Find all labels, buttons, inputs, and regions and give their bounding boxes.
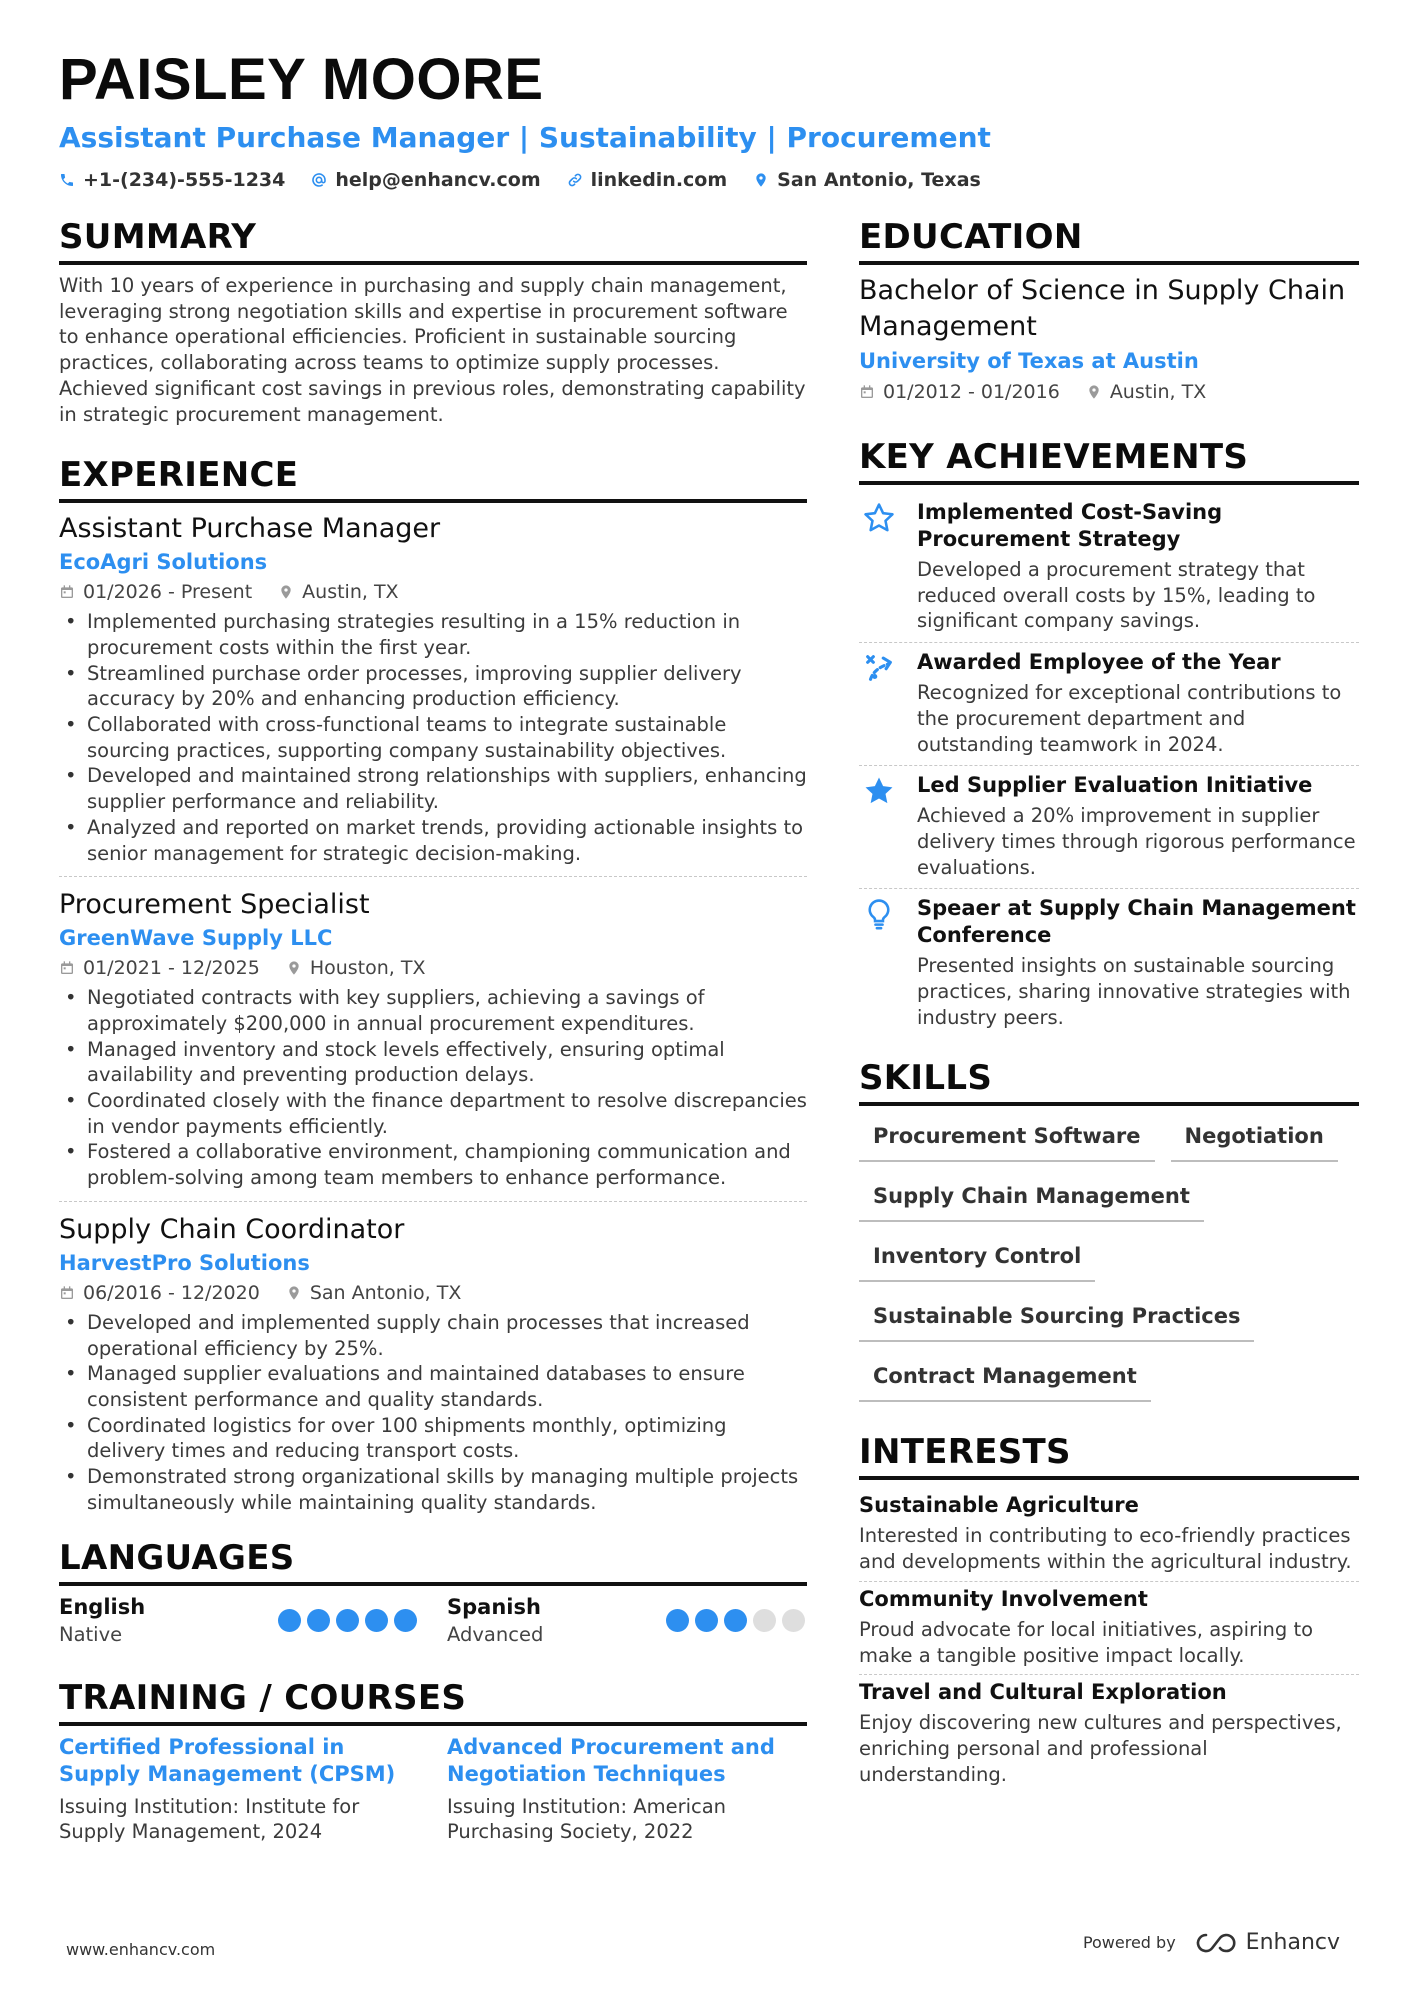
location-text: San Antonio, Texas <box>777 169 981 191</box>
experience-list <box>59 511 807 1525</box>
achievement-desc: Presented insights on sustainable sourcing practices, sharing innovative strategies with industry peers. <box>917 954 1351 1029</box>
phone-text: +1-(234)-555-1234 <box>83 169 286 191</box>
job-dates <box>59 1278 260 1308</box>
job-company: GreenWave Supply LLC <box>59 926 333 951</box>
language-rating <box>666 1609 805 1632</box>
job-bullets <box>59 609 807 866</box>
location-pin-icon <box>286 960 302 976</box>
rating-dot-filled <box>365 1609 388 1632</box>
interest-item <box>859 1582 1359 1675</box>
education-location-text: Austin, TX <box>1109 381 1207 403</box>
education-dates <box>859 377 1060 407</box>
course-item <box>447 1734 805 1845</box>
resume-header <box>59 44 1359 194</box>
rating-dot-empty <box>753 1609 776 1632</box>
interest-title: Community Involvement <box>859 1586 1148 1611</box>
achievement-desc: Achieved a 20% improvement in supplier delivery times through rigorous performance evaluations. <box>917 804 1356 879</box>
skill-tag: Negotiation <box>1171 1114 1338 1162</box>
job-location-text: Austin, TX <box>302 581 399 604</box>
interest-item <box>859 1488 1359 1581</box>
bullet-item: • Coordinated logistics for over 100 shipments monthly, optimizing delivery times and reducing transport costs. <box>59 1413 807 1464</box>
contact-bar <box>59 166 1359 194</box>
location-pin-icon <box>1086 384 1102 400</box>
at-icon <box>311 172 327 188</box>
job-location <box>286 1278 462 1308</box>
language-name: Spanish <box>447 1594 541 1619</box>
achievements-heading: KEY ACHIEVEMENTS <box>859 435 1359 485</box>
link-icon <box>567 172 583 188</box>
skill-tag: Sustainable Sourcing Practices <box>859 1294 1254 1342</box>
skills-list <box>859 1114 1359 1402</box>
bullet-item: • Analyzed and reported on market trends, providing actionable insights to senior management for strategic decision-making. <box>59 815 807 866</box>
job-dates <box>59 577 252 607</box>
language-item <box>447 1594 805 1648</box>
phone-icon <box>59 172 75 188</box>
job-role: Supply Chain Coordinator <box>59 1213 405 1245</box>
bullet-item: • Fostered a collaborative environment, championing communication and problem-solving among team members to enhance performance. <box>59 1139 807 1190</box>
course-desc: Issuing Institution: Institute for Supply Management, 2024 <box>59 1794 360 1844</box>
bullet-item: • Collaborated with cross-functional teams to integrate sustainable sourcing practices, supporting company sustainability objectives. <box>59 712 807 763</box>
job-role: Assistant Purchase Manager <box>59 513 441 545</box>
rating-dot-filled <box>695 1609 718 1632</box>
rating-dot-filled <box>278 1609 301 1632</box>
enhancv-logo[interactable] <box>1194 1930 1340 1955</box>
rating-dot-filled <box>666 1609 689 1632</box>
rating-dot-filled <box>336 1609 359 1632</box>
interests-heading: INTERESTS <box>859 1430 1359 1480</box>
job-company: EcoAgri Solutions <box>59 550 268 575</box>
contact-phone[interactable] <box>59 166 285 194</box>
job-dates <box>59 953 260 983</box>
language-item <box>59 1594 417 1648</box>
star-filled-icon <box>862 774 896 808</box>
education-dates-text: 01/2012 - 01/2016 <box>883 381 1060 403</box>
achievement-title: Led Supplier Evaluation Initiative <box>917 773 1313 798</box>
bullet-item: • Managed supplier evaluations and maintained databases to ensure consistent performance and quality standards. <box>59 1361 807 1412</box>
lightbulb-icon <box>862 897 896 931</box>
language-level: Native <box>59 1622 123 1646</box>
achievement-item <box>859 643 1359 766</box>
interest-desc: Proud advocate for local initiatives, aspiring to make a tangible positive impact locally. <box>859 1617 1314 1667</box>
job-entry <box>59 1212 807 1526</box>
achievement-item <box>859 766 1359 889</box>
job-dates-text: 06/2016 - 12/2020 <box>83 1281 260 1304</box>
course-item <box>59 1734 417 1845</box>
brand-name: Enhancv <box>1245 1930 1340 1955</box>
job-meta <box>59 953 807 983</box>
education-location <box>1086 377 1206 407</box>
job-dates-text: 01/2021 - 12/2025 <box>83 957 260 980</box>
enhancv-logo-icon <box>1194 1931 1238 1955</box>
course-desc: Issuing Institution: American Purchasing Society, 2022 <box>447 1794 727 1844</box>
education-heading: EDUCATION <box>859 215 1359 265</box>
star-outline-icon <box>862 501 896 535</box>
job-bullets <box>59 985 807 1191</box>
job-meta <box>59 1278 807 1308</box>
job-entry <box>59 511 807 877</box>
skill-tag: Inventory Control <box>859 1234 1095 1282</box>
interest-title: Sustainable Agriculture <box>859 1493 1139 1518</box>
bullet-item: • Demonstrated strong organizational skills by managing multiple projects simultaneously while maintaining quality standards. <box>59 1464 807 1515</box>
bullet-item: • Developed and implemented supply chain processes that increased operational efficiency by 25%. <box>59 1310 807 1361</box>
achievement-title: Awarded Employee of the Year <box>917 650 1281 675</box>
rating-dot-filled <box>394 1609 417 1632</box>
achievement-title: Speaer at Supply Chain Management Conference <box>917 896 1356 948</box>
interests-list <box>859 1488 1359 1793</box>
job-location <box>278 577 398 607</box>
job-bullets <box>59 1310 807 1516</box>
contact-email[interactable] <box>311 166 540 194</box>
calendar-icon <box>59 960 75 976</box>
courses-list <box>59 1734 807 1845</box>
right-column <box>859 215 1359 1793</box>
languages-heading: LANGUAGES <box>59 1536 807 1586</box>
achievement-item <box>859 889 1359 1038</box>
job-location <box>286 953 426 983</box>
interest-desc: Interested in contributing to eco-friendly practices and developments within the agricultural industry. <box>859 1524 1352 1574</box>
linkedin-text: linkedin.com <box>590 169 728 191</box>
course-title: Certified Professional in Supply Management (CPSM) <box>59 1734 396 1786</box>
languages-list <box>59 1594 807 1648</box>
job-location-text: Houston, TX <box>309 957 426 980</box>
skill-tag: Procurement Software <box>859 1114 1155 1162</box>
skills-heading: SKILLS <box>859 1056 1359 1106</box>
language-level: Advanced <box>447 1622 544 1646</box>
experience-heading: EXPERIENCE <box>59 453 807 503</box>
job-entry <box>59 887 807 1202</box>
candidate-title: Assistant Purchase Manager | Sustainability | Procurement <box>59 121 991 154</box>
footer-branding <box>1083 1930 1340 1955</box>
job-location-text: San Antonio, TX <box>309 1281 462 1304</box>
location-pin-icon <box>278 584 294 600</box>
interest-title: Travel and Cultural Exploration <box>859 1680 1227 1705</box>
job-company: HarvestPro Solutions <box>59 1250 310 1275</box>
calendar-icon <box>59 1285 75 1301</box>
achievements-list <box>859 493 1359 1038</box>
job-role: Procurement Specialist <box>59 889 370 921</box>
bullet-item: • Streamlined purchase order processes, improving supplier delivery accuracy by 20% and enhancing production efficiency. <box>59 661 807 712</box>
job-meta <box>59 577 807 607</box>
skill-tag: Contract Management <box>859 1354 1151 1402</box>
training-heading: TRAINING / COURSES <box>59 1676 807 1726</box>
bullet-item: • Managed inventory and stock levels effectively, ensuring optimal availability and preventing production delays. <box>59 1037 807 1088</box>
language-name: English <box>59 1594 146 1619</box>
achievement-item <box>859 493 1359 643</box>
interest-item <box>859 1675 1359 1793</box>
course-title: Advanced Procurement and Negotiation Techniques <box>447 1734 775 1786</box>
location-pin-icon <box>753 172 769 188</box>
left-column <box>59 215 807 1845</box>
bullet-item: • Coordinated closely with the finance department to resolve discrepancies in vendor payments efficiently. <box>59 1088 807 1139</box>
email-text: help@enhancv.com <box>335 169 541 191</box>
job-dates-text: 01/2026 - Present <box>83 581 253 604</box>
achievement-desc: Recognized for exceptional contributions to the procurement department and outstanding teamwork in 2024. <box>917 681 1342 756</box>
strategy-icon <box>862 651 896 685</box>
calendar-icon <box>59 584 75 600</box>
education-degree: Bachelor of Science in Supply Chain Management <box>859 275 1346 342</box>
contact-linkedin[interactable] <box>567 166 728 194</box>
summary-text: With 10 years of experience in purchasing and supply chain management, leveraging strong negotiation skills and expertise in procurement software to enhance operational efficiencies. Proficient in sustainable sourcing practices, collaborating across teams to optimize supply processes. Achieved significant cost savings in previous roles, demonstrating capability in strategic procurement management. <box>59 274 806 426</box>
bullet-item: • Developed and maintained strong relationships with suppliers, enhancing supplier performance and reliability. <box>59 763 807 814</box>
location-pin-icon <box>286 1285 302 1301</box>
skill-tag: Supply Chain Management <box>859 1174 1204 1222</box>
rating-dot-filled <box>307 1609 330 1632</box>
rating-dot-empty <box>782 1609 805 1632</box>
powered-by-text: Powered by <box>1082 1933 1176 1952</box>
bullet-item: • Implemented purchasing strategies resulting in a 15% reduction in procurement costs within the first year. <box>59 609 807 660</box>
calendar-icon <box>859 384 875 400</box>
rating-dot-filled <box>724 1609 747 1632</box>
education-school: University of Texas at Austin <box>859 349 1199 373</box>
bullet-item: • Negotiated contracts with key suppliers, achieving a savings of approximately $200,000 in annual procurement expenditures. <box>59 985 807 1036</box>
interest-desc: Enjoy discovering new cultures and perspectives, enriching personal and professional understanding. <box>859 1711 1342 1786</box>
achievement-desc: Developed a procurement strategy that reduced overall costs by 15%, leading to significant company savings. <box>917 558 1316 633</box>
candidate-name: PAISLEY MOORE <box>59 47 544 112</box>
footer-website[interactable]: www.enhancv.com <box>66 1940 216 1959</box>
language-rating <box>278 1609 417 1632</box>
contact-location <box>753 166 981 194</box>
achievement-title: Implemented Cost-Saving Procurement Strategy <box>917 500 1223 551</box>
education-meta <box>859 377 1359 407</box>
summary-heading: SUMMARY <box>59 215 807 265</box>
